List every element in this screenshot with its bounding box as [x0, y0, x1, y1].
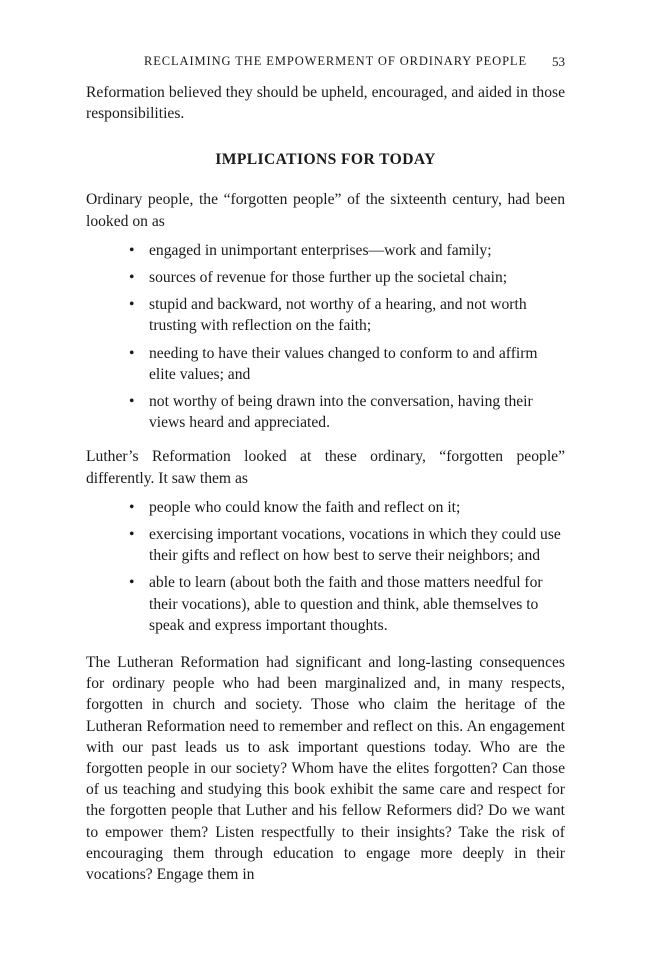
bullet-icon: • — [129, 393, 135, 411]
middle-paragraph: Luther’s Reformation looked at these ordinary, “forgotten people” differently. It saw them as — [86, 448, 565, 487]
book-page — [86, 50, 565, 885]
bullet-icon: • — [129, 526, 135, 544]
bullet-icon: • — [129, 574, 135, 592]
list-item: • exercising important vocations, vocations in which they could use their gifts and reflect on how best to serve their neighbors; and — [129, 526, 561, 565]
list-item: • able to learn (about both the faith and those matters needful for their vocations), able to question and think, able themselves to speak and express important thoughts. — [129, 574, 543, 634]
page-number: 53 — [552, 54, 565, 69]
intro-paragraph: Ordinary people, the “forgotten people” of the sixteenth century, had been looked on as — [86, 191, 565, 230]
list-item: • people who could know the faith and reflect on it; — [149, 497, 565, 518]
list-item: • sources of revenue for those further up the societal chain; — [149, 267, 565, 288]
list-item: • needing to have their values changed to conform to and affirm elite values; and — [129, 344, 538, 383]
bullet-icon: • — [129, 344, 135, 362]
forgotten-people-list — [86, 240, 565, 434]
list-item: • not worthy of being drawn into the conversation, having their views heard and appreciated. — [129, 393, 533, 432]
running-head-title: RECLAIMING THE EMPOWERMENT OF ORDINARY PEOPLE — [144, 54, 527, 68]
section-heading: IMPLICATIONS FOR TODAY — [215, 151, 436, 169]
closing-paragraph: The Lutheran Reformation had significant and long-lasting consequences for ordinary people who had been marginalized and, in many respects, forgotten in church and society. Those who claim the heritage of the Lutheran Reformation need to remember and reflect on this. An engagement with our past leads us to ask important questions today. Who are the forgotten people in our society? Whom have the elites forgotten? Can those of us teaching and studying this book exhibit the same care and respect for the forgotten people that Luther and his fellow Reformers did? Do we want to empower them? Listen respectfully to their insights? Take the risk of encouraging them through education to engage more deeply in their vocations? Engage them in — [86, 654, 565, 884]
running-head — [86, 50, 565, 72]
bullet-icon: • — [129, 269, 135, 287]
bullet-icon: • — [129, 241, 135, 259]
reformation-view-list — [86, 497, 565, 636]
bullet-icon: • — [129, 498, 135, 516]
list-item: • stupid and backward, not worthy of a hearing, and not worth trusting with reflection on the faith; — [129, 296, 527, 335]
opening-paragraph: Reformation believed they should be upheld, encouraged, and aided in those responsibilities. — [86, 84, 565, 123]
list-item: • engaged in unimportant enterprises—work and family; — [149, 240, 565, 261]
bullet-icon: • — [129, 296, 135, 314]
